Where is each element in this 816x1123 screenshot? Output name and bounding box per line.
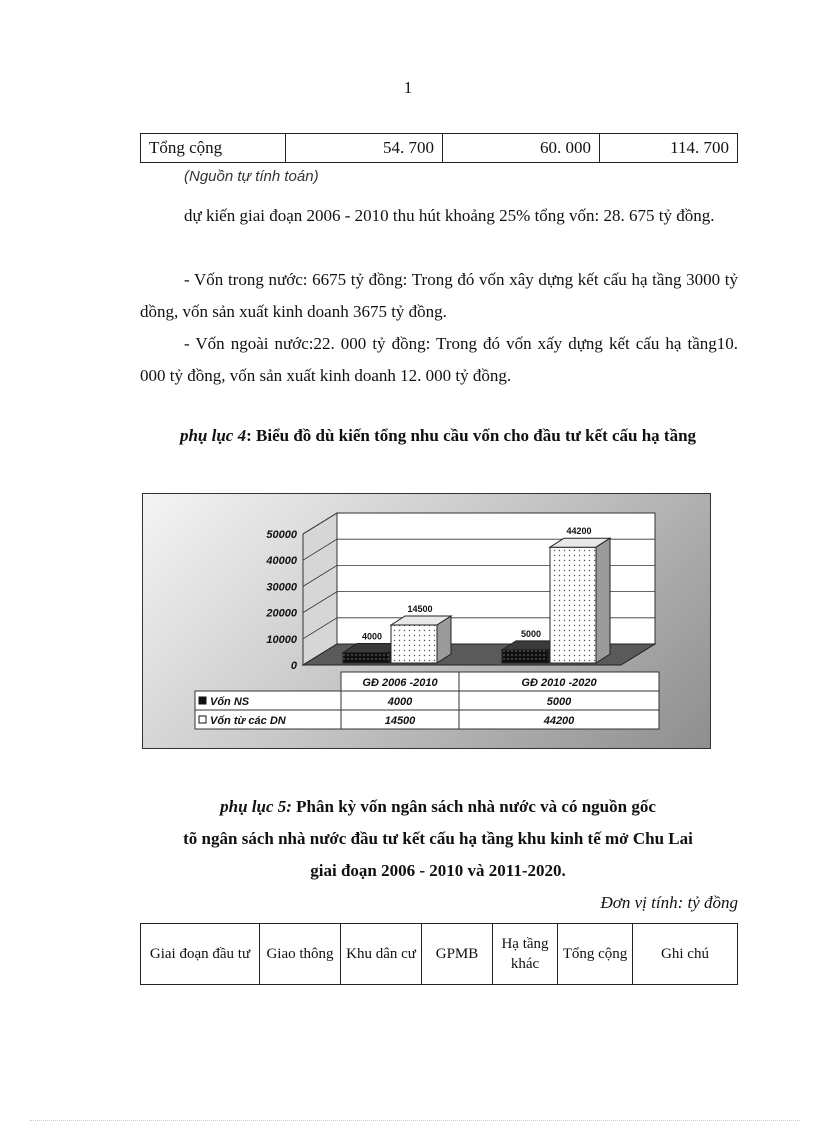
data-table-value: 4000 bbox=[387, 696, 413, 708]
appendix4-title: : Biểu đồ dù kiến tổng nhu cầu vốn cho đầu tư kết cấu hạ tầng bbox=[246, 426, 697, 445]
category-label: GĐ 2006 -2010 bbox=[362, 677, 438, 689]
appendix5-title-line2: tõ ngân sách nhà nước đầu tư kết cấu hạ tầng khu kinh tế mở Chu Lai bbox=[183, 829, 693, 848]
page-number: 1 bbox=[403, 78, 413, 97]
header-cell: Khu dân cư bbox=[341, 924, 422, 985]
appendix4-label: phụ lục 4 bbox=[179, 426, 247, 445]
y-tick-label: 0 bbox=[290, 660, 297, 672]
header-cell: Giao thông bbox=[260, 924, 341, 985]
y-tick-label: 50000 bbox=[266, 529, 297, 541]
paragraph-2: - Vốn trong nước: 6675 tỷ đồng: Trong đó vốn xây dựng kết cấu hạ tầng 3000 tỷ dồng, vốn sản xuất kinh doanh 3675 tỷ đồng. bbox=[140, 270, 738, 321]
summary-col2: 60. 000 bbox=[443, 134, 600, 163]
data-table-value: 14500 bbox=[384, 715, 416, 727]
paragraph-1: dự kiến giai đoạn 2006 - 2010 thu hút khoảng 25% tổng vốn: 28. 675 tỷ đồng. bbox=[184, 206, 715, 225]
data-table-value: 5000 bbox=[546, 696, 572, 708]
bar-side bbox=[596, 538, 610, 663]
data-label: 44200 bbox=[566, 526, 592, 537]
summary-col3: 114. 700 bbox=[600, 134, 738, 163]
chart-area bbox=[142, 493, 711, 749]
bar bbox=[502, 650, 548, 663]
appendix5-title-line1: Phân kỳ vốn ngân sách nhà nước và có nguồn gốc bbox=[291, 797, 656, 816]
chart-data-table bbox=[195, 672, 659, 729]
y-axis-ticks bbox=[265, 529, 297, 672]
appendix5-label: phụ lục 5: bbox=[220, 797, 292, 816]
paragraph-3: - Vốn ngoài nước:22. 000 tỷ đồng: Trong đó vốn xấy dựng kết cấu hạ tầng10. 000 tỷ đồng, vốn sản xuất kinh doanh 12. 000 tỷ đồng. bbox=[140, 334, 738, 385]
y-tick-label: 10000 bbox=[266, 633, 297, 646]
table-header-row bbox=[141, 924, 738, 985]
appendix5-caption bbox=[80, 792, 796, 822]
legend-swatch bbox=[199, 697, 206, 704]
data-label: 4000 bbox=[361, 631, 383, 642]
header-cell: Hạ tầng khác bbox=[493, 924, 558, 985]
bar bbox=[391, 625, 437, 663]
header-cell: Tổng cộng bbox=[558, 924, 633, 985]
data-table-value: 44200 bbox=[543, 715, 575, 727]
appendix4-caption bbox=[80, 426, 796, 446]
header-cell: Ghi chú bbox=[633, 924, 738, 985]
bar bbox=[550, 547, 596, 663]
y-tick-label: 40000 bbox=[266, 555, 297, 568]
summary-col1: 54. 700 bbox=[286, 134, 443, 163]
chart-side-wall bbox=[303, 513, 337, 665]
source-note: (Nguồn tự tính toán) bbox=[184, 168, 319, 185]
header-cell: GPMB bbox=[422, 924, 493, 985]
header-cell: Giai đoạn đầu tư bbox=[141, 924, 260, 985]
category-label: GĐ 2010 -2020 bbox=[521, 677, 597, 689]
y-tick-label: 30000 bbox=[266, 581, 297, 594]
summary-label: Tổng cộng bbox=[141, 134, 286, 163]
y-tick-label: 20000 bbox=[266, 607, 297, 620]
page-bottom-rule bbox=[30, 1120, 800, 1121]
data-label: 14500 bbox=[407, 604, 433, 615]
phase-table bbox=[140, 923, 738, 985]
unit-note: Đơn vị tính: tỷ đồng bbox=[600, 893, 738, 912]
appendix5-title-line3: giai đoạn 2006 - 2010 và 2011-2020. bbox=[310, 861, 566, 880]
bar bbox=[343, 653, 389, 663]
table-row bbox=[141, 134, 738, 163]
legend-label: Vốn từ các DN bbox=[210, 715, 286, 727]
data-label: 5000 bbox=[520, 628, 542, 639]
legend-swatch bbox=[199, 716, 206, 723]
bar-chart bbox=[143, 494, 710, 748]
legend-label: Vốn NS bbox=[210, 696, 250, 708]
summary-table bbox=[140, 133, 738, 163]
